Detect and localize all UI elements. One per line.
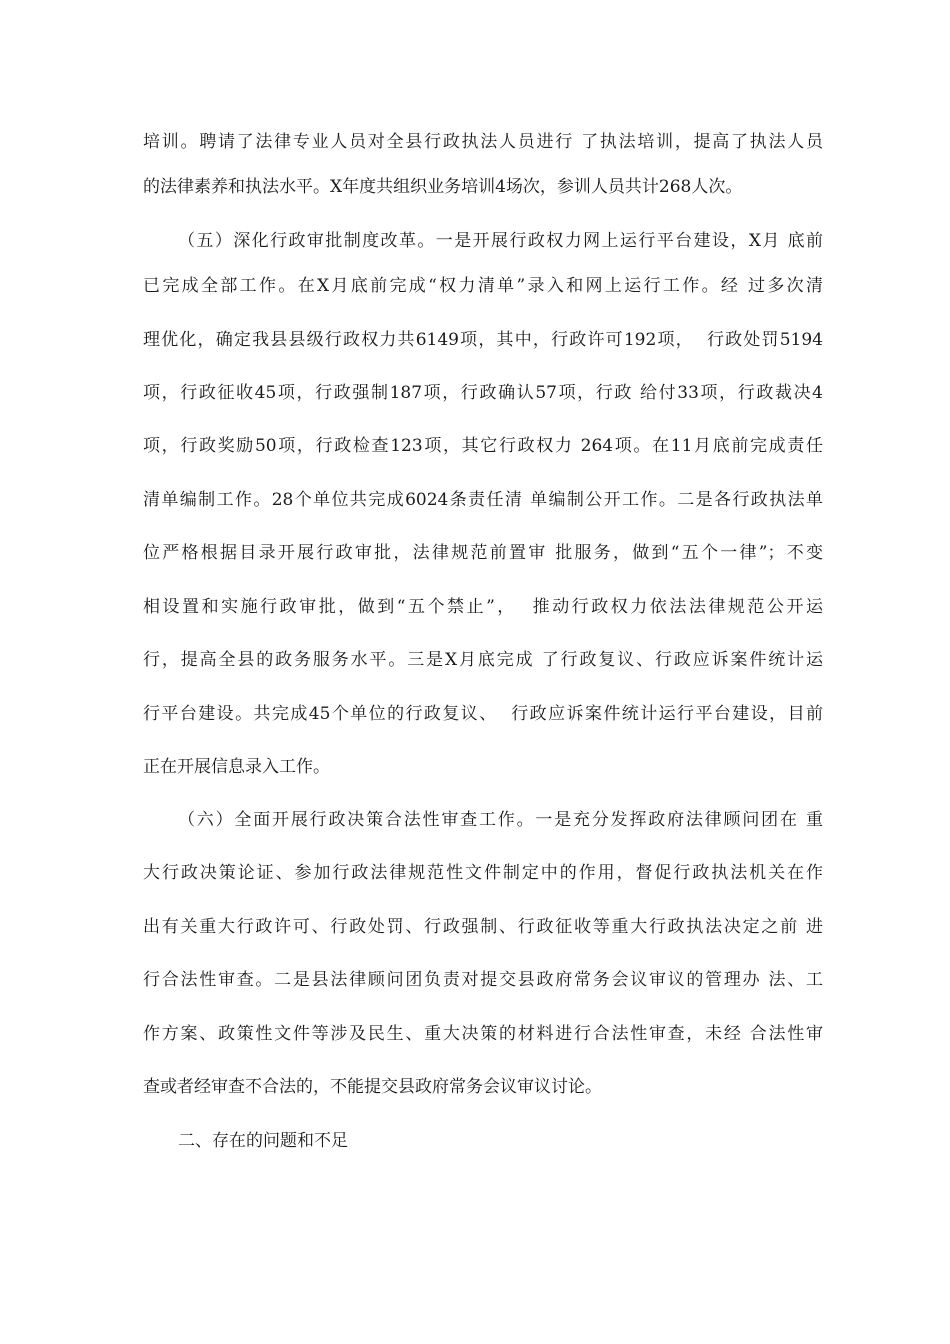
text-line: 正在开展信息录入工作。 <box>143 757 330 777</box>
text-line: 培训。聘请了法律专业人员对全县行政执法人员进行 了执法培训，提高了执法人员 <box>143 132 823 152</box>
text-line: 大行政决策论证、参加行政法律规范性文件制定中的作用，督促行政执法机关在作 <box>143 863 823 883</box>
section-heading-text: 二、存在的问题和不足 <box>178 1131 348 1151</box>
text-line: 行，提高全县的政务服务水平。三是X月底完成 了行政复议、行政应诉案件统计运 <box>143 650 823 670</box>
text-line: 查或者经审查不合法的，不能提交县政府常务会议审议讨论。 <box>143 1077 602 1097</box>
text-line: 已完成全部工作。在X月底前完成“权力清单”录入和网上运行工作。经 过多次清 <box>143 276 823 296</box>
text-line: 相设置和实施行政审批，做到“五个禁止”， 推动行政权力依法法律规范公开运 <box>143 597 823 617</box>
text-line: 作方案、政策性文件等涉及民生、重大决策的材料进行合法性审查，未经 合法性审 <box>143 1024 823 1044</box>
text-line: 项，行政征收45项，行政强制187项，行政确认57项，行政 给付33项，行政裁决4 <box>143 383 823 403</box>
text-line: 的法律素养和执法水平。X年度共组织业务培训4场次，参训人员共计268人次。 <box>143 177 743 197</box>
text-line: 清单编制工作。28个单位共完成6024条责任清 单编制公开工作。二是各行政执法单 <box>143 490 823 510</box>
text-line: 出有关重大行政许可、行政处罚、行政强制、行政征收等重大行政执法决定之前 进 <box>143 917 823 937</box>
text-line: 理优化，确定我县县级行政权力共6149项，其中，行政许可192项， 行政处罚5194 <box>143 330 823 350</box>
text-line: 位严格根据目录开展行政审批，法律规范前置审 批服务，做到“五个一律”；不变 <box>143 543 823 563</box>
text-line: 行平台建设。共完成45个单位的行政复议、 行政应诉案件统计运行平台建设，目前 <box>143 704 823 724</box>
text-line: 行合法性审查。二是县法律顾问团负责对提交县政府常务会议审议的管理办 法、工 <box>143 970 823 990</box>
text-line: （六）全面开展行政决策合法性审查工作。一是充分发挥政府法律顾问团在 重 <box>178 810 823 830</box>
text-line: （五）深化行政审批制度改革。一是开展行政权力网上运行平台建设，X月 底前 <box>178 231 823 251</box>
text-line: 项，行政奖励50项，行政检查123项，其它行政权力 264项。在11月底前完成责任 <box>143 436 823 456</box>
